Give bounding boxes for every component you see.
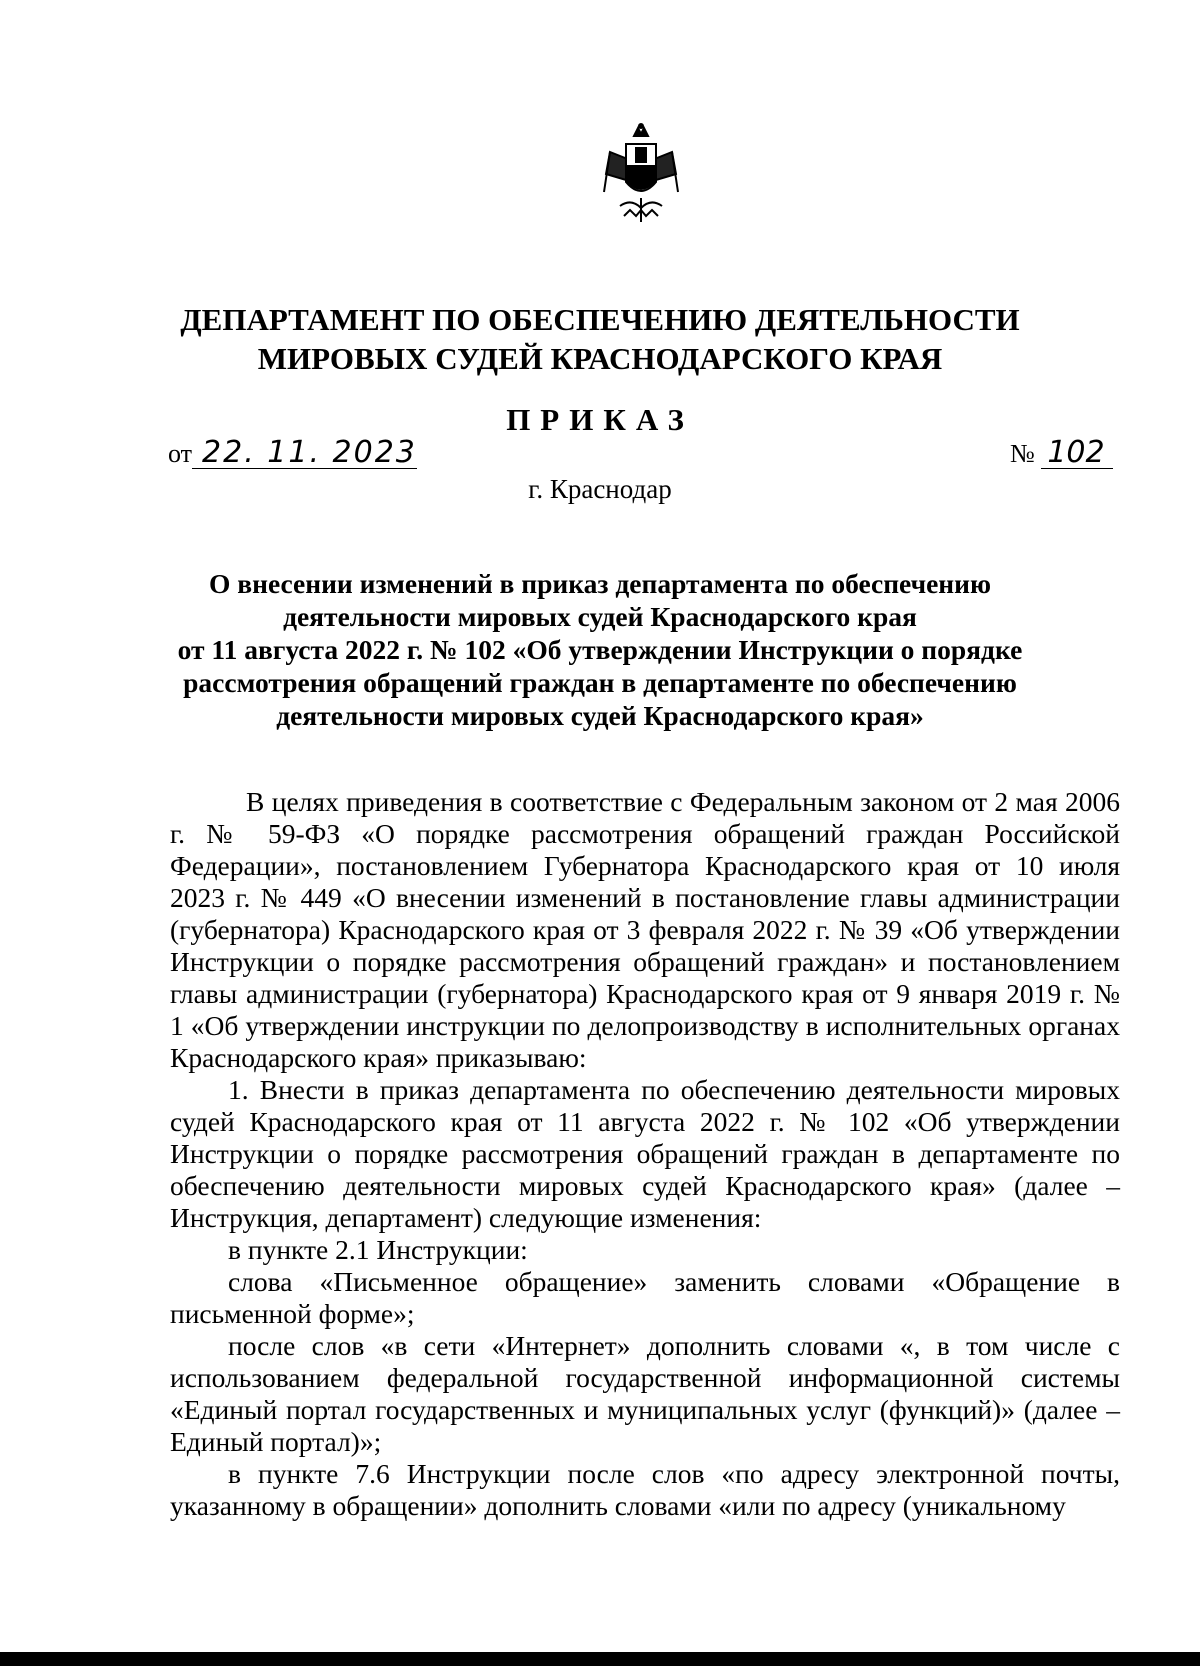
subject-line-5: деятельности мировых судей Краснодарского края» [276, 700, 924, 731]
subject-line-3: от 11 августа 2022 г. № 102 «Об утверждении Инструкции о порядке [177, 634, 1023, 665]
date-field [168, 435, 417, 470]
document-type-title: ПРИКАЗ [506, 402, 694, 437]
order-subject [160, 567, 1040, 732]
city-label: г. Краснодар [528, 474, 672, 504]
subject-line-1: О внесении изменений в приказ департамента по обеспечению [208, 568, 991, 599]
subject-line-2: деятельности мировых судей Краснодарского края [283, 601, 917, 632]
item-p76-paragraph: в пункте 7.6 Инструкции после слов «по адресу электронной почты, указанному в обращении» дополнить словами «или по адресу (уникальному [170, 1458, 1120, 1521]
item-1-paragraph: 1. Внести в приказ департамента по обеспечению деятельности мировых судей Краснодарского края от 11 августа 2022 г. № 102 «Об утверждении Инструкции о порядке рассмотрения обращений граждан в департаменте по обеспечению деятельности мировых судей Краснодарского края» (далее – Инструкция, департамент) следующие изменения: [170, 1074, 1120, 1233]
coat-of-arms-icon [596, 122, 686, 226]
department-line-2: МИРОВЫХ СУДЕЙ КРАСНОДАРСКОГО КРАЯ [257, 341, 943, 376]
number-prefix: № [1010, 439, 1035, 468]
preamble-paragraph: В целях приведения в соответствие с Федеральным законом от 2 мая 2006 г. № 59-ФЗ «О порядке рассмотрения обращений граждан Российской Федерации», постановлением Губернатора Краснодарского края от 10 июля 2023 г. № 449 «О внесении изменений в постановление главы администрации (губернатора) Краснодарского края от 3 февраля 2022 г. № 39 «Об утверждении Инструкции о порядке рассмотрения обращений граждан» и постановлением главы администрации (губернатора) Краснодарского края от 9 января 2019 г. № 1 «Об утверждении инструкции по делопроизводству в исполнительных органах Краснодарского края» приказываю: [170, 786, 1120, 1073]
scan-border-bar [0, 1652, 1200, 1666]
handwritten-date: 22. 11. 2023 [192, 438, 417, 469]
date-prefix: от [168, 439, 193, 468]
department-line-1: ДЕПАРТАМЕНТ ПО ОБЕСПЕЧЕНИЮ ДЕЯТЕЛЬНОСТИ [180, 302, 1020, 337]
number-field [1010, 435, 1113, 470]
subject-line-4: рассмотрения обращений граждан в департаменте по обеспечению [183, 667, 1017, 698]
item-p21-paragraph: в пункте 2.1 Инструкции: [228, 1234, 528, 1265]
handwritten-number: 102 [1041, 438, 1113, 469]
department-name [150, 300, 1050, 378]
item-internet-paragraph: после слов «в сети «Интернет» дополнить словами «, в том числе с использованием федеральной государственной информационной системы «Единый портал государственных и муниципальных услуг (функций)» (далее – Единый портал)»; [170, 1330, 1120, 1457]
order-body [170, 786, 1120, 1522]
item-words-paragraph: слова «Письменное обращение» заменить словами «Обращение в письменной форме»; [170, 1266, 1120, 1329]
